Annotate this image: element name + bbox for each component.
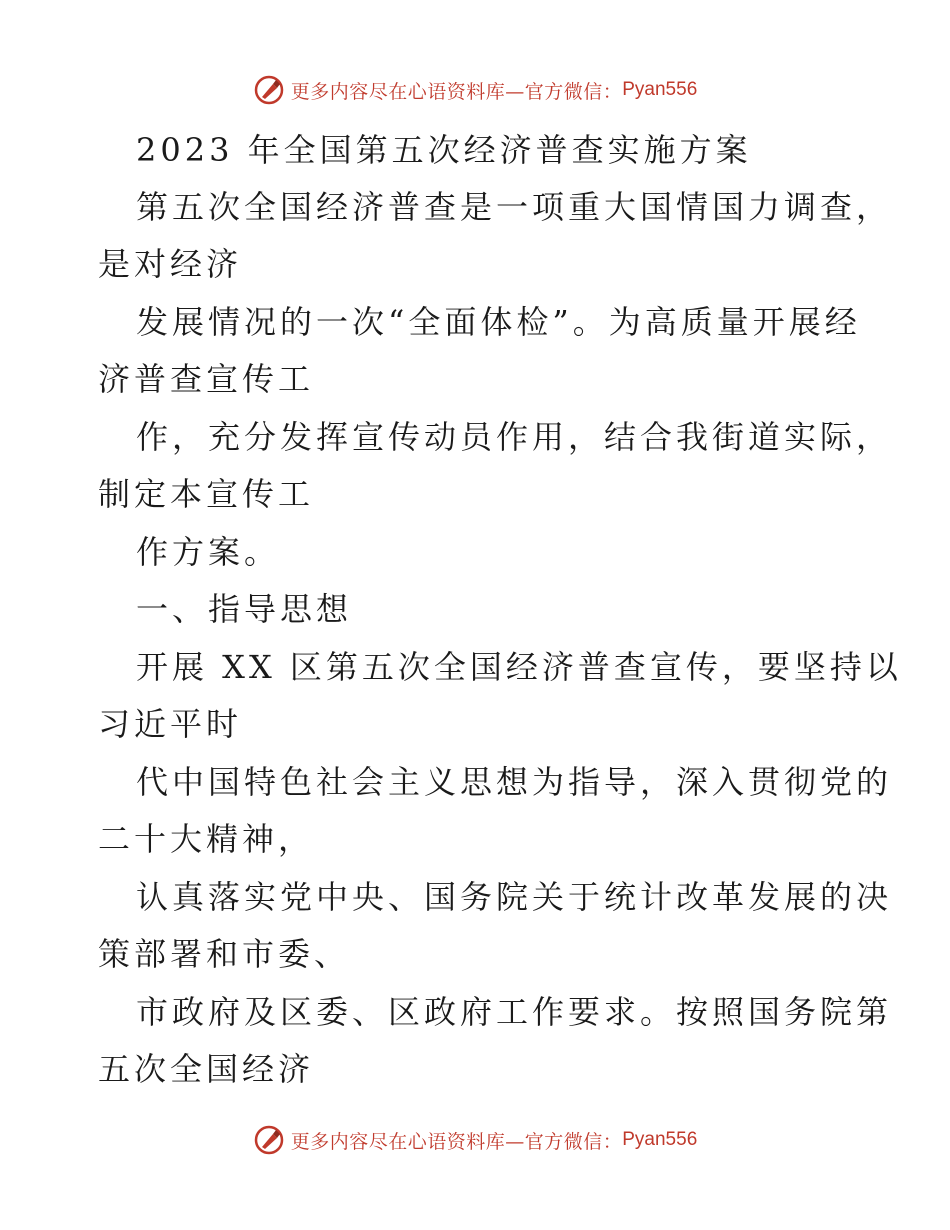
- paragraph-line: 开展 XX 区第五次全国经济普查宣传，要坚持以: [136, 648, 902, 686]
- paragraph-line: 代中国特色社会主义思想为指导，深入贯彻党的: [136, 763, 893, 801]
- paragraph-line: 策部署和市委、: [98, 935, 351, 973]
- watermark-text: 更多内容尽在心语资料库—官方微信：: [290, 80, 623, 103]
- section-heading: 一、指导思想: [136, 590, 353, 628]
- paragraph-line: 制定本宣传工: [98, 475, 315, 513]
- watermark-text: 更多内容尽在心语资料库—官方微信：: [290, 1130, 623, 1153]
- paragraph-line: 五次全国经济: [98, 1050, 315, 1088]
- paragraph-line: 是对经济: [98, 245, 243, 283]
- paragraph-line: 济普查宣传工: [98, 360, 315, 398]
- paragraph-line: 作，充分发挥宣传动员作用，结合我街道实际，: [136, 418, 893, 456]
- pen-nib-circle-icon: [253, 74, 285, 106]
- paragraph-line: 认真落实党中央、国务院关于统计改革发展的决: [136, 878, 893, 916]
- document-title: 2023 年全国第五次经济普查实施方案: [136, 131, 752, 169]
- paragraph-line: 第五次全国经济普查是一项重大国情国力调查，: [136, 188, 893, 226]
- paragraph-line: 作方案。: [136, 533, 281, 571]
- watermark-wechat-id: Pyan556: [622, 1129, 698, 1150]
- footer-watermark: [0, 1120, 950, 1160]
- paragraph-line: 习近平时: [98, 705, 243, 743]
- paragraph-line: 二十大精神，: [98, 820, 315, 858]
- paragraph-line: 发展情况的一次“全面体检”。为高质量开展经: [136, 303, 861, 341]
- pen-nib-circle-icon: [253, 1124, 285, 1156]
- watermark-wechat-id: Pyan556: [622, 79, 698, 100]
- paragraph-line: 市政府及区委、区政府工作要求。按照国务院第: [136, 993, 893, 1031]
- header-watermark: [0, 70, 950, 110]
